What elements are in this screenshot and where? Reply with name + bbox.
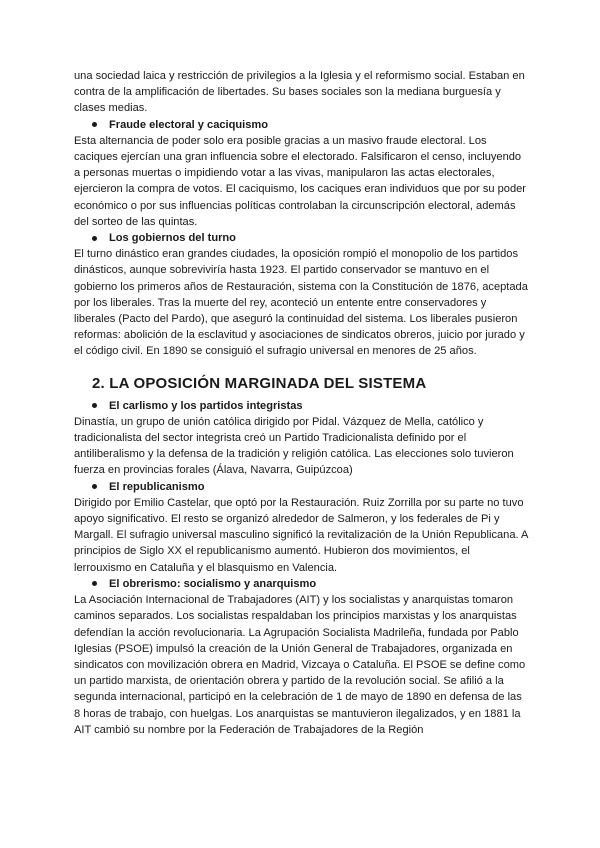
paragraph-fraude: Esta alternancia de poder solo era posible gracias a un masivo fraude electoral. Los caciques ejercían una gran influencia sobre el electorado. Falsificaron el censo, incluyendo a personas muertas o impidiendo votar a las vivas, manipularon las actas electorales, ejercieron la compra de votos. El caciquismo, los caciques eran individuos que por su poder económico o por sus influencias políticas controlaban la circunscripción electoral, además del sorteo de las quintas.: [74, 134, 527, 228]
paragraph-intro: una sociedad laica y restricción de privilegios a la Iglesia y el reformismo social. Estaban en contra de la amplificación de libertades. Su bases sociales son la mediana burguesía y clases medias.: [74, 70, 525, 115]
subheading-label: Los gobiernos del turno: [109, 232, 236, 245]
bullet-icon: [92, 122, 97, 127]
bullet-icon: [92, 581, 97, 586]
subheading-label: El carlismo y los partidos integristas: [109, 399, 303, 412]
subheading-gobiernos: [74, 230, 528, 246]
paragraph-obrerismo: La Asociación Internacional de Trabajadores (AIT) y los socialistas y anarquistas tomaron caminos separados. Los socialistas respaldaban los principios marxistas y los anarquistas defendían la acción revolucionaria. La Agrupación Socialista Madrileña, fundada por Pablo Iglesias (PSOE) impulsó la creación de la Unión General de Trabajadores, organizada en sindicatos con movilización obrera en Madrid, Vizcaya o Cataluña. El PSOE se define como un partido marxista, de orientación obrera y partido de la revolución social. Se afilió a la segunda internacional, participó en la celebración de 1 de mayo de 1890 en defensa de las 8 horas de trabajo, con huelgas. Los anarquistas se mantuvieron ilegalizados, y en 1881 la AIT cambió su nombre por la Federación de Trabajadores de la Región: [74, 594, 526, 736]
subheading-label: El republicanismo: [109, 480, 205, 493]
subheading-label: El obrerismo: socialismo y anarquismo: [109, 577, 317, 590]
subheading-republicanismo: [74, 479, 528, 495]
paragraph-gobiernos: El turno dinástico eran grandes ciudades, la oposición rompió el monopolio de los partidos dinásticos, aunque sobreviviría hasta 1923. El partido conservador se mantuvo en el gobierno los primeros años de Restauración, sistema con la Constitución de 1876, aceptada por los liberales. Tras la muerte del rey, aconteció un entente entre conservadores y liberales (Pacto del Pardo), que aseguró la continuidad del sistema. Los liberales pusieron reformas: abolición de la esclavitud y asociaciones de sindicatos obreros, juicio por jurado y el código civil. En 1890 se consiguió el sufragio universal en menores de 25 años.: [74, 248, 528, 358]
subheading-obrerismo: [74, 576, 528, 592]
bullet-icon: [92, 403, 97, 408]
subheading-label: Fraude electoral y caciquismo: [109, 118, 269, 131]
paragraph-republicanismo: Dirigido por Emilio Castelar, que optó por la Restauración. Ruiz Zorrilla por su parte no tuvo apoyo significativo. El resto se organizó alrededor de Salmeron, y los federales de Pi y Margall. El sufragio universal masculino significó la revitalización de la Unión Republicana. A principios de Siglo XX el republicanismo aumentó. Hubieron dos movimientos, el lerrouxismo en Cataluña y el blasquismo en Valencia.: [74, 496, 528, 574]
section-heading: 2. LA OPOSICIÓN MARGINADA DEL SISTEMA: [92, 374, 427, 392]
bullet-icon: [92, 484, 97, 489]
subheading-fraude: [74, 117, 528, 133]
paragraph-carlismo: Dinastía, un grupo de unión católica dirigido por Pidal. Vázquez de Mella, católico y tradicionalista del sector integrista creó un Partido Tradicionalista definido por el antiliberalismo y la defensa de la tradición y religión católica. Las elecciones solo tuvieron fuerza en provincias forales (Álava, Navarra, Guipúzcoa): [74, 415, 514, 477]
bullet-icon: [92, 236, 97, 241]
subheading-carlismo: [74, 398, 528, 414]
